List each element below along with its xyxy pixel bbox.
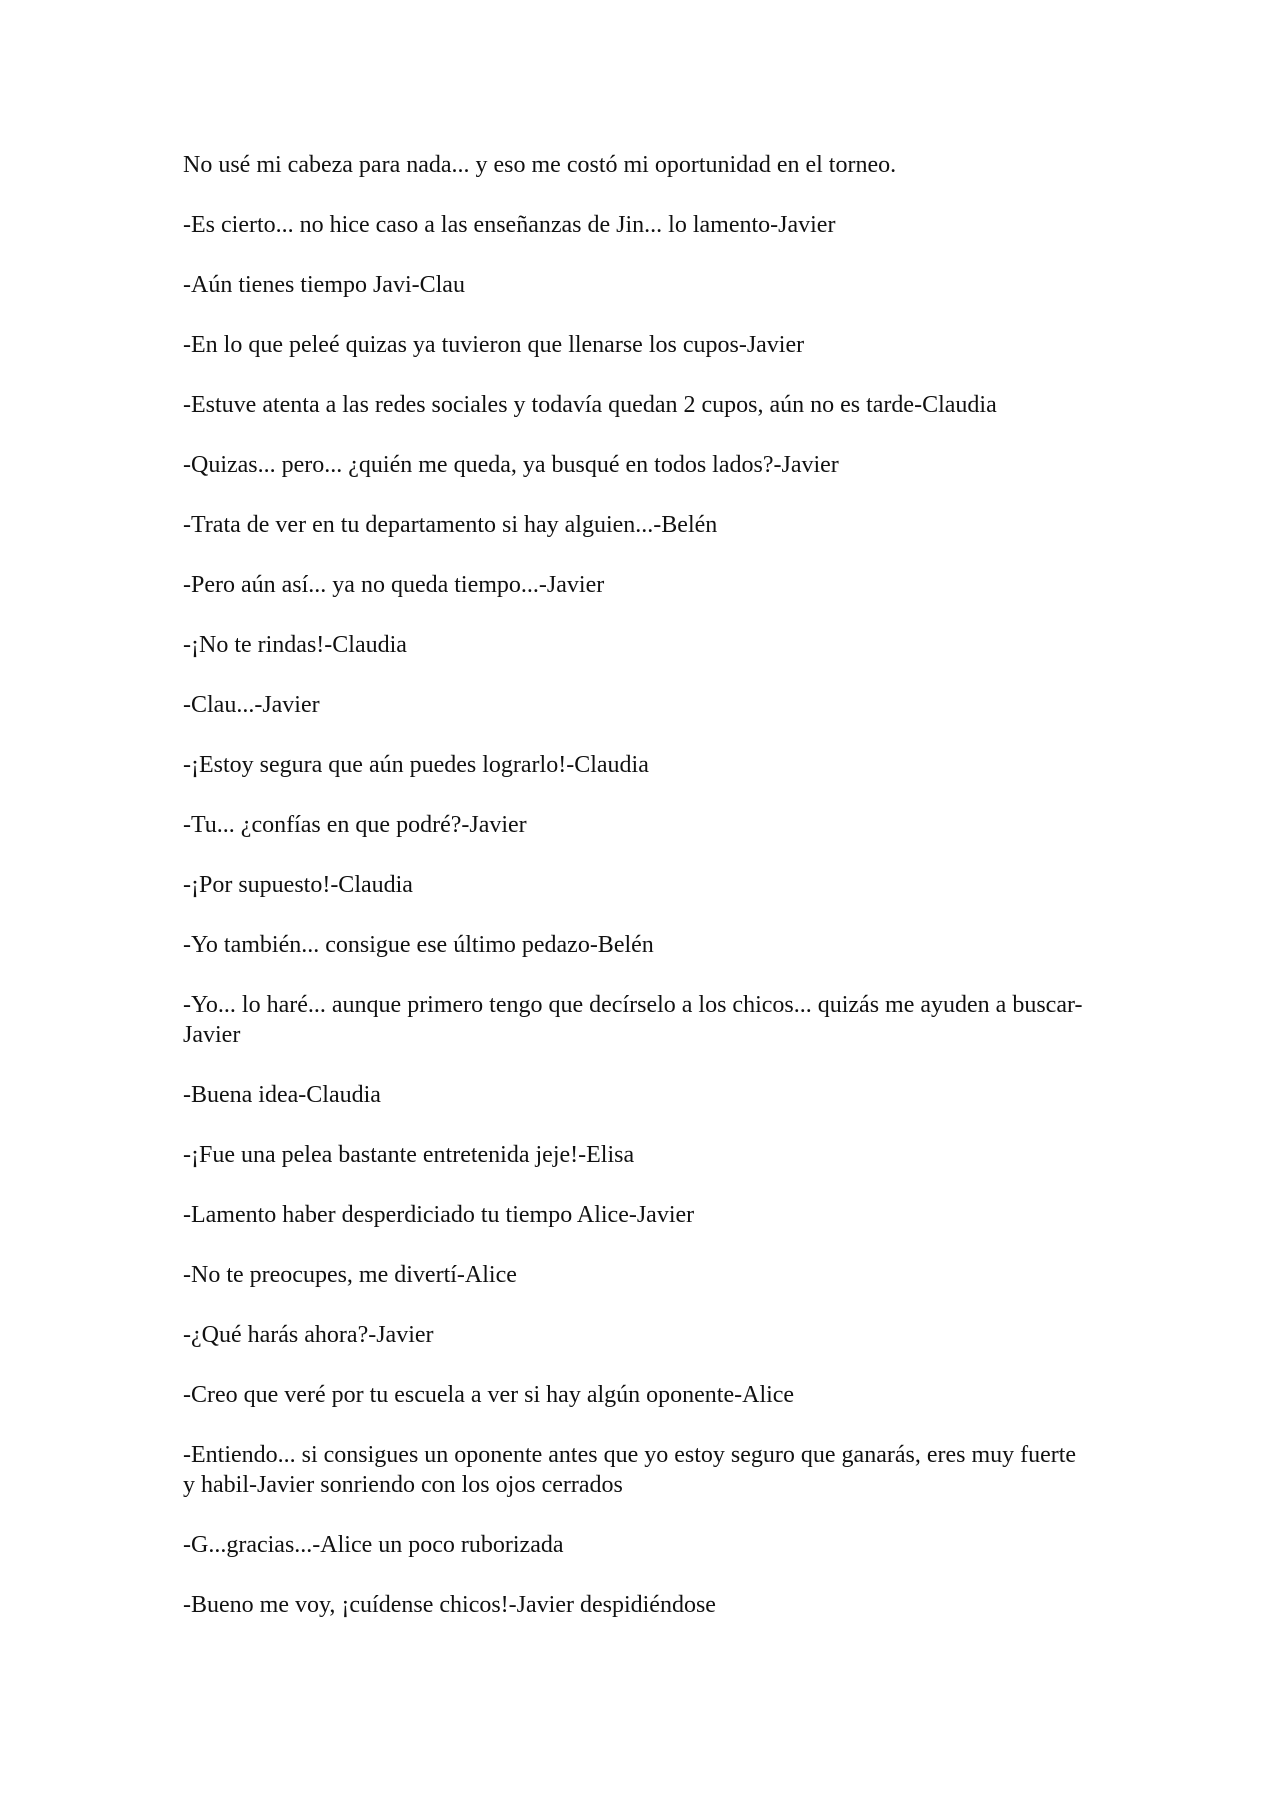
paragraph: -Lamento haber desperdiciado tu tiempo Alice-Javier: [183, 1202, 695, 1228]
paragraph: -¡No te rindas!-Claudia: [183, 632, 407, 658]
paragraph: -En lo que peleé quizas ya tuvieron que llenarse los cupos-Javier: [183, 332, 805, 358]
paragraph: -Quizas... pero... ¿quién me queda, ya busqué en todos lados?-Javier: [183, 452, 839, 478]
paragraph: -Aún tienes tiempo Javi-Clau: [183, 272, 465, 298]
text-column: [183, 150, 1083, 1650]
paragraph: -Trata de ver en tu departamento si hay alguien...-Belén: [183, 512, 718, 538]
paragraph: -¿Qué harás ahora?-Javier: [183, 1322, 434, 1348]
paragraph: No usé mi cabeza para nada... y eso me costó mi oportunidad en el torneo.: [183, 152, 897, 178]
paragraph: -Buena idea-Claudia: [183, 1082, 381, 1108]
paragraph: -Yo también... consigue ese último pedazo-Belén: [183, 932, 654, 958]
paragraph: -Es cierto... no hice caso a las enseñanzas de Jin... lo lamento-Javier: [183, 212, 836, 238]
paragraph: -¡Fue una pelea bastante entretenida jeje!-Elisa: [183, 1142, 635, 1168]
paragraph: -Pero aún así... ya no queda tiempo...-Javier: [183, 572, 605, 598]
paragraph: -¡Por supuesto!-Claudia: [183, 872, 413, 898]
paragraph: -Entiendo... si consigues un oponente antes que yo estoy seguro que ganarás, eres muy fuerte y habil-Javier sonriendo con los ojos cerrados: [183, 1442, 1077, 1498]
paragraph: -Yo... lo haré... aunque primero tengo que decírselo a los chicos... quizás me ayuden a buscar-Javier: [183, 992, 1083, 1048]
paragraph: -G...gracias...-Alice un poco ruborizada: [183, 1532, 564, 1558]
paragraph: -No te preocupes, me divertí-Alice: [183, 1262, 517, 1288]
paragraph: -Creo que veré por tu escuela a ver si hay algún oponente-Alice: [183, 1382, 795, 1408]
paragraph: -¡Estoy segura que aún puedes lograrlo!-Claudia: [183, 752, 649, 778]
paragraph: -Estuve atenta a las redes sociales y todavía quedan 2 cupos, aún no es tarde-Claudia: [183, 392, 997, 418]
paragraph: -Tu... ¿confías en que podré?-Javier: [183, 812, 527, 838]
paragraph: -Bueno me voy, ¡cuídense chicos!-Javier despidiéndose: [183, 1592, 716, 1618]
paragraph: -Clau...-Javier: [183, 692, 320, 718]
